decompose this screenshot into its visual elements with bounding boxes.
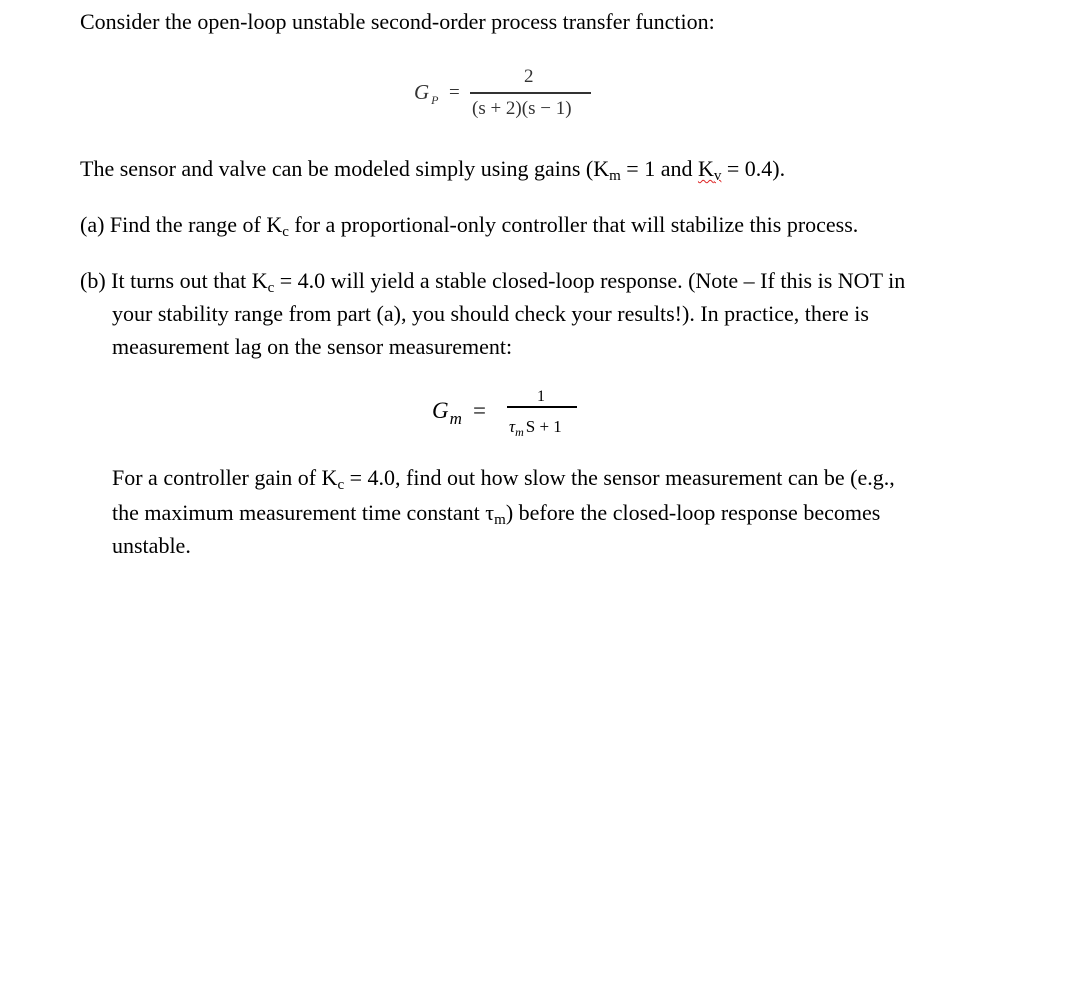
eq1-equals: = [449,82,460,103]
eq2-den-sub: m [515,425,524,439]
eq2-denominator [509,417,562,437]
eq2-fraction-bar [507,406,577,408]
part-b-1a: (b) It turns out that K [80,268,268,293]
part-a-1: (a) Find the range of K [80,212,283,237]
sensor-valve-text [80,156,786,184]
part-a-text [80,212,859,240]
sensor-valve-part3: = 0.4). [721,156,786,181]
eq1-denominator: (s + 2)(s − 1) [472,98,572,119]
followup-line1 [112,465,895,493]
km-subscript: m [609,168,621,184]
followup-1a: For a controller gain of K [112,465,338,490]
part-b-line1 [80,268,906,296]
eq2-lhs-var: G [432,398,449,423]
eq2-lhs [432,398,462,428]
eq2-den-rest: S + 1 [525,417,562,436]
kv-symbol [697,156,722,184]
part-b-line2: your stability range from part (a), you should check your results!). In practice, there is [112,301,869,326]
followup-line3: unstable. [112,533,191,558]
followup-1b: = 4.0, find out how slow the sensor measurement can be (e.g., [344,465,895,490]
sensor-valve-part2: = 1 and [620,156,698,181]
eq1-lhs-var: G [414,80,430,104]
eq1-fraction-bar [470,92,591,94]
part-b-line3: measurement lag on the sensor measurement: [112,334,513,359]
part-b-1b: = 4.0 will yield a stable closed-loop response. (Note – If this is NOT in [274,268,906,293]
eq1-numerator: 2 [524,66,534,87]
eq1-lhs [414,80,437,105]
kv-letter: K [697,156,714,181]
followup-2a: the maximum measurement time constant τ [112,500,495,525]
eq2-equals: = [473,398,486,423]
kc-subscript-c: c [337,477,345,493]
eq2-lhs-sub: m [449,409,462,428]
followup-2b: ) before the closed-loop response becomes [505,500,881,525]
eq2-numerator: 1 [537,388,545,405]
tau-m-subscript: m [494,512,506,528]
intro-text: Consider the open-loop unstable second-order process transfer function: [80,9,715,34]
eq2-den-tau: τ [509,417,516,436]
kc-subscript-b: c [267,280,275,296]
eq1-lhs-sub: P [431,93,439,107]
kc-subscript-a: c [282,224,289,240]
followup-line2 [112,500,881,528]
part-a-2: for a proportional-only controller that will stabilize this process. [288,212,859,237]
kv-subscript: v [713,168,722,184]
sensor-valve-part1: The sensor and valve can be modeled simply using gains (K [80,156,610,181]
